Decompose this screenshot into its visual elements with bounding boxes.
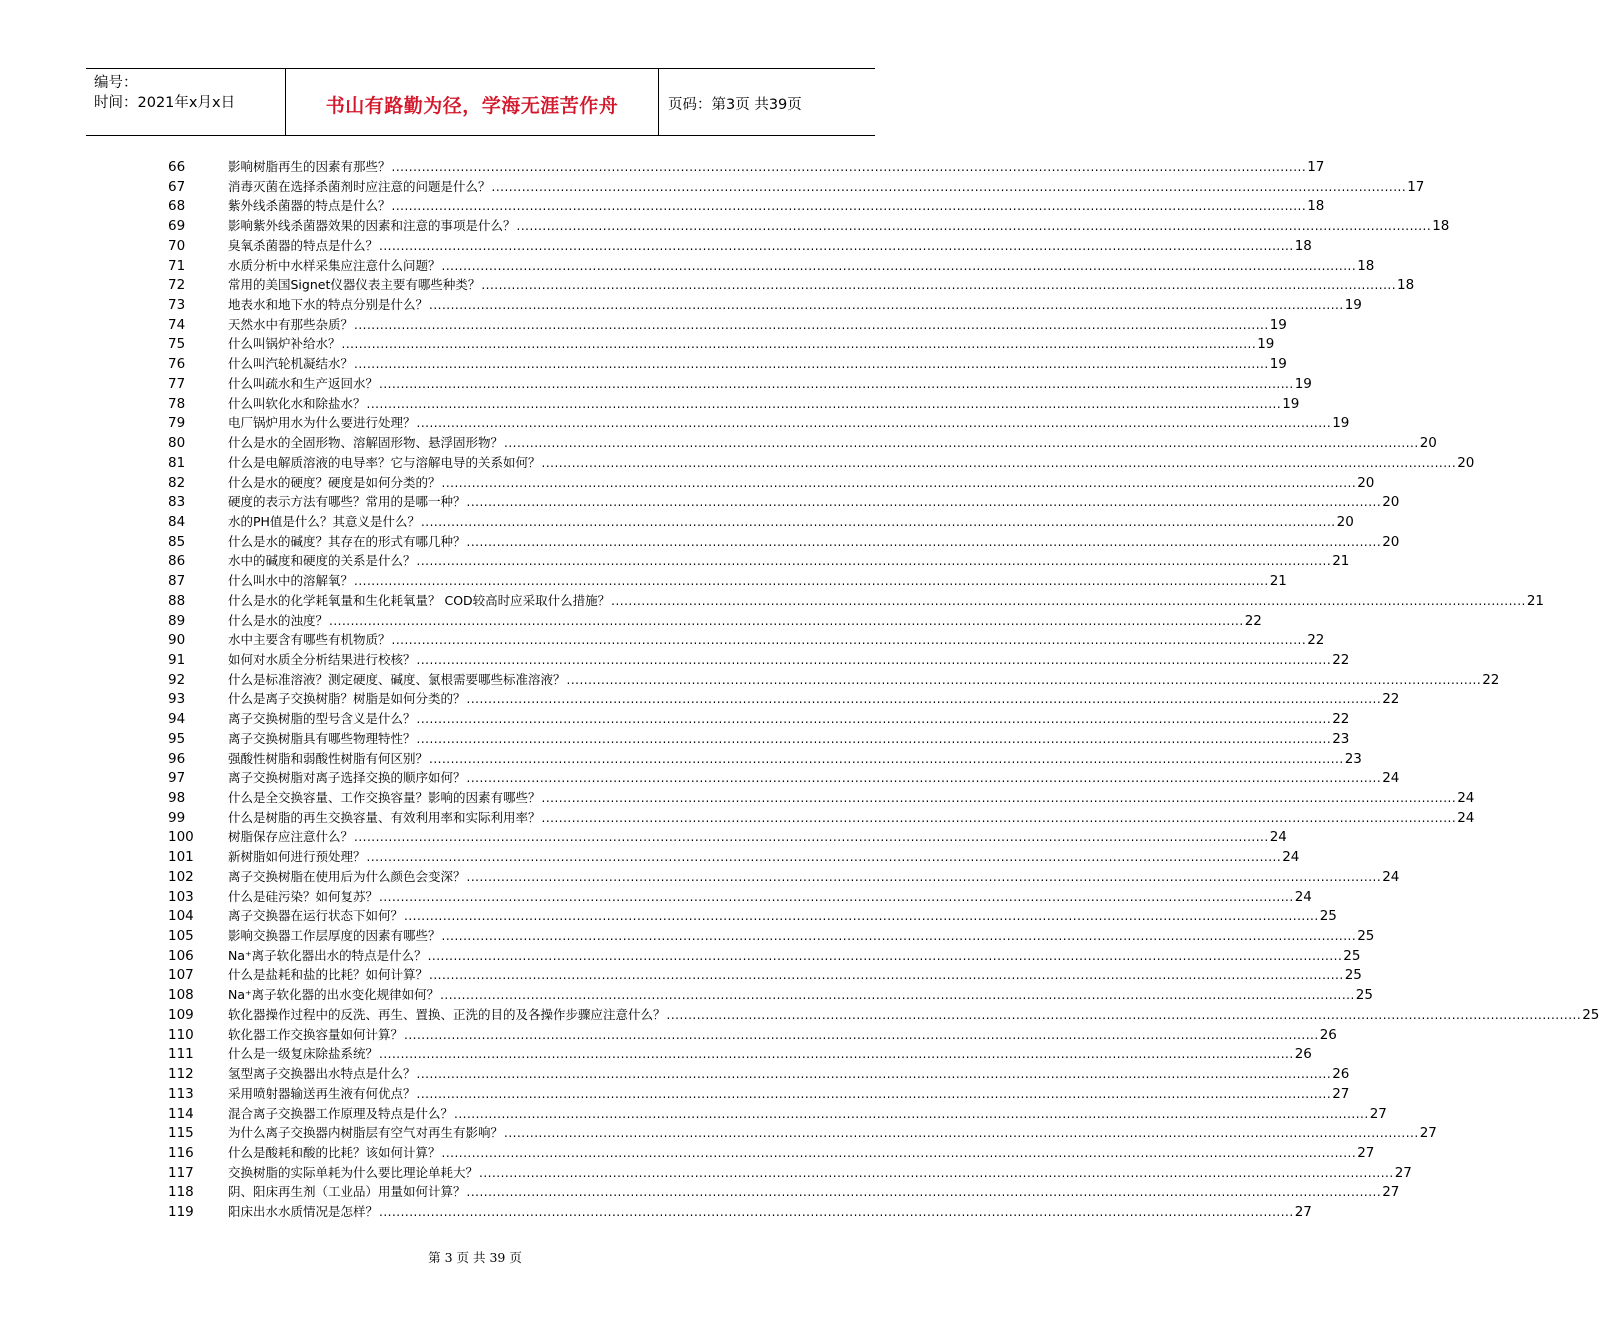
toc-entry-leader bbox=[610, 592, 1527, 612]
toc-entry-title: 什么是水的硬度？硬度是如何分类的？ bbox=[228, 474, 441, 490]
document-number-label: 编号： bbox=[94, 75, 138, 91]
toc-entry[interactable] bbox=[168, 315, 1287, 335]
toc-entry-leader bbox=[378, 1045, 1295, 1065]
toc-entry-leader bbox=[466, 533, 1383, 553]
toc-entry[interactable] bbox=[168, 177, 1425, 197]
toc-entry-title: 消毒灭菌在选择杀菌剂时应注意的问题是什么？ bbox=[228, 178, 491, 194]
toc-entry-title: 地表水和地下水的特点分别是什么？ bbox=[228, 297, 429, 313]
toc-entry[interactable] bbox=[168, 1064, 1350, 1084]
toc-entry[interactable] bbox=[168, 768, 1400, 788]
toc-entry-leader bbox=[441, 257, 1358, 277]
toc-entry-number: 89 bbox=[168, 612, 186, 629]
toc-entry-title: Na⁺离子软化器出水的特点是什么？ bbox=[228, 947, 427, 963]
toc-entry-title: 水的PH值是什么？其意义是什么？ bbox=[228, 513, 420, 529]
toc-entry-title: 什么是硅污染？如何复苏？ bbox=[228, 888, 379, 904]
toc-entry-title: 什么是全交换容量、工作交换容量？影响的因素有哪些？ bbox=[228, 790, 541, 805]
toc-entry-page: 24 bbox=[1382, 868, 1400, 885]
toc-entry[interactable] bbox=[168, 926, 1375, 946]
toc-entry-page: 19 bbox=[1282, 395, 1300, 412]
header-divider-right bbox=[658, 69, 659, 135]
header-page-info: 页码：第3页 共39页 bbox=[668, 97, 802, 113]
toc-entry-number: 104 bbox=[168, 908, 194, 925]
toc-entry[interactable] bbox=[168, 689, 1400, 709]
toc-entry[interactable] bbox=[168, 453, 1475, 473]
toc-entry-leader bbox=[378, 888, 1295, 908]
toc-entry-page: 20 bbox=[1357, 474, 1375, 491]
toc-entry-page: 19 bbox=[1344, 297, 1362, 314]
toc-entry-title: 影响交换器工作层厚度的因素有哪些？ bbox=[228, 928, 441, 944]
toc-entry-number: 108 bbox=[168, 987, 194, 1004]
toc-entry-title: 氢型离子交换器出水特点是什么？ bbox=[228, 1066, 416, 1082]
toc-entry[interactable] bbox=[168, 551, 1350, 571]
toc-entry[interactable] bbox=[168, 749, 1362, 769]
toc-entry-leader bbox=[541, 454, 1458, 474]
toc-entry-number: 91 bbox=[168, 651, 186, 668]
toc-entry-number: 113 bbox=[168, 1085, 194, 1102]
toc-entry-number: 100 bbox=[168, 829, 194, 846]
toc-entry-leader bbox=[516, 217, 1433, 237]
toc-entry-title: 什么是酸耗和酸的比耗？该如何计算？ bbox=[228, 1144, 441, 1160]
toc-entry-page: 22 bbox=[1307, 632, 1325, 649]
toc-entry[interactable] bbox=[168, 433, 1437, 453]
toc-entry-number: 111 bbox=[168, 1046, 194, 1063]
toc-entry-page: 21 bbox=[1269, 573, 1287, 590]
toc-entry-leader bbox=[441, 1144, 1358, 1164]
toc-entry[interactable] bbox=[168, 827, 1287, 847]
table-of-contents bbox=[168, 157, 1599, 1222]
toc-entry-number: 67 bbox=[168, 178, 186, 195]
toc-entry-page: 18 bbox=[1357, 257, 1375, 274]
toc-entry-page: 19 bbox=[1294, 375, 1312, 392]
toc-entry-page: 18 bbox=[1307, 198, 1325, 215]
toc-entry-page: 25 bbox=[1343, 947, 1361, 964]
toc-entry-number: 97 bbox=[168, 770, 186, 787]
toc-entry-number: 85 bbox=[168, 533, 186, 550]
toc-entry-leader bbox=[466, 769, 1383, 789]
toc-entry-number: 119 bbox=[168, 1204, 194, 1221]
toc-entry-page: 22 bbox=[1332, 711, 1350, 728]
toc-entry-leader bbox=[466, 690, 1383, 710]
toc-entry[interactable] bbox=[168, 808, 1475, 828]
toc-entry-leader bbox=[541, 789, 1458, 809]
toc-entry-leader bbox=[416, 1085, 1333, 1105]
toc-entry-title: 什么是水的碱度？其存在的形式有哪几种？ bbox=[228, 533, 466, 549]
toc-entry-page: 26 bbox=[1294, 1046, 1312, 1063]
toc-entry[interactable] bbox=[168, 1084, 1350, 1104]
toc-entry[interactable] bbox=[168, 1163, 1412, 1183]
toc-entry-page: 18 bbox=[1397, 277, 1415, 294]
toc-entry[interactable] bbox=[168, 216, 1450, 236]
toc-entry-leader bbox=[416, 414, 1333, 434]
toc-entry-number: 95 bbox=[168, 730, 186, 747]
toc-entry-title: 天然水中有那些杂质？ bbox=[228, 316, 354, 332]
toc-entry[interactable] bbox=[168, 236, 1312, 256]
toc-entry-title: 什么是水的化学耗氧量和生化耗氧量？ COD较高时应采取什么措施？ bbox=[228, 592, 611, 608]
toc-entry-title: 硬度的表示方法有哪些？常用的是哪一种？ bbox=[228, 494, 466, 510]
toc-entry-page: 20 bbox=[1382, 533, 1400, 550]
toc-entry-leader bbox=[378, 375, 1295, 395]
toc-entry-number: 92 bbox=[168, 671, 186, 688]
toc-entry[interactable] bbox=[168, 1044, 1312, 1064]
toc-entry-page: 24 bbox=[1382, 770, 1400, 787]
toc-entry-leader bbox=[503, 434, 1420, 454]
toc-entry-number: 110 bbox=[168, 1026, 194, 1043]
toc-entry-title: 新树脂如何进行预处理？ bbox=[228, 849, 366, 865]
toc-entry-number: 106 bbox=[168, 947, 194, 964]
toc-entry-leader bbox=[391, 197, 1308, 217]
toc-entry[interactable] bbox=[168, 1182, 1400, 1202]
toc-entry-page: 17 bbox=[1407, 178, 1425, 195]
toc-entry[interactable] bbox=[168, 334, 1275, 354]
toc-entry-leader bbox=[427, 947, 1344, 967]
toc-entry-number: 70 bbox=[168, 237, 186, 254]
toc-entry-page: 25 bbox=[1355, 987, 1373, 1004]
toc-entry-page: 27 bbox=[1294, 1204, 1312, 1221]
toc-entry-number: 117 bbox=[168, 1164, 194, 1181]
toc-entry-page: 27 bbox=[1357, 1144, 1375, 1161]
toc-entry-title: 水质分析中水样采集应注意什么问题？ bbox=[228, 257, 441, 273]
toc-entry-page: 18 bbox=[1432, 218, 1450, 235]
toc-entry-page: 23 bbox=[1332, 730, 1350, 747]
toc-entry-title: 交换树脂的实际单耗为什么要比理论单耗大？ bbox=[228, 1164, 479, 1180]
toc-entry-title: 树脂保存应注意什么？ bbox=[228, 829, 354, 845]
toc-entry-title: 什么叫汽轮机凝结水？ bbox=[228, 356, 354, 372]
toc-entry[interactable] bbox=[168, 1104, 1387, 1124]
toc-entry[interactable] bbox=[168, 729, 1350, 749]
toc-entry-number: 112 bbox=[168, 1066, 194, 1083]
toc-entry-number: 109 bbox=[168, 1006, 194, 1023]
toc-entry-page: 23 bbox=[1344, 750, 1362, 767]
toc-entry[interactable] bbox=[168, 591, 1545, 611]
toc-entry-title: 什么叫软化水和除盐水？ bbox=[228, 395, 366, 411]
toc-entry-number: 79 bbox=[168, 415, 186, 432]
toc-entry[interactable] bbox=[168, 571, 1287, 591]
toc-entry-leader bbox=[353, 572, 1270, 592]
toc-entry-page: 25 bbox=[1582, 1006, 1599, 1023]
toc-entry-number: 118 bbox=[168, 1184, 194, 1201]
toc-entry[interactable] bbox=[168, 354, 1287, 374]
toc-entry-title: 什么叫水中的溶解氧？ bbox=[228, 573, 354, 589]
page-footer: 第 3 页 共 39 页 bbox=[428, 1250, 522, 1265]
toc-entry-title: 什么叫疏水和生产返回水？ bbox=[228, 375, 379, 391]
toc-entry-title: 混合离子交换器工作原理及特点是什么？ bbox=[228, 1105, 454, 1121]
toc-entry-number: 68 bbox=[168, 198, 186, 215]
toc-entry[interactable] bbox=[168, 709, 1350, 729]
toc-entry-page: 20 bbox=[1336, 513, 1354, 530]
toc-entry-leader bbox=[353, 828, 1270, 848]
toc-entry-page: 18 bbox=[1294, 237, 1312, 254]
toc-entry-title: 什么是盐耗和盐的比耗？如何计算？ bbox=[228, 967, 429, 983]
toc-entry-page: 25 bbox=[1344, 967, 1362, 984]
toc-entry-leader bbox=[353, 316, 1270, 336]
toc-entry-number: 72 bbox=[168, 277, 186, 294]
toc-entry-leader bbox=[480, 276, 1397, 296]
toc-entry-leader bbox=[453, 1105, 1370, 1125]
toc-entry-leader bbox=[353, 355, 1270, 375]
toc-entry-leader bbox=[416, 651, 1333, 671]
document-date: 时间：2021年x月x日 bbox=[94, 95, 236, 111]
toc-entry-page: 24 bbox=[1457, 809, 1475, 826]
toc-entry[interactable] bbox=[168, 985, 1373, 1005]
toc-entry-title: 什么是水的浊度？ bbox=[228, 612, 329, 628]
toc-entry-title: 什么是一级复床除盐系统？ bbox=[228, 1046, 379, 1062]
toc-entry[interactable] bbox=[168, 157, 1325, 177]
toc-entry-title: 离子交换树脂对离子选择交换的顺序如何？ bbox=[228, 770, 466, 786]
toc-entry[interactable] bbox=[168, 1005, 1599, 1025]
toc-entry-title: 什么是电解质溶液的电导率？它与溶解电导的关系如何？ bbox=[228, 454, 541, 470]
toc-entry[interactable] bbox=[168, 1123, 1437, 1143]
toc-entry-number: 80 bbox=[168, 435, 186, 452]
toc-entry-leader bbox=[441, 927, 1358, 947]
toc-entry[interactable] bbox=[168, 256, 1375, 276]
toc-entry-page: 20 bbox=[1419, 435, 1437, 452]
toc-entry[interactable] bbox=[168, 295, 1362, 315]
toc-entry-number: 87 bbox=[168, 573, 186, 590]
toc-entry-number: 115 bbox=[168, 1125, 194, 1142]
toc-entry-number: 75 bbox=[168, 336, 186, 353]
toc-entry-leader bbox=[541, 809, 1458, 829]
toc-entry-title: 阳床出水水质情况是怎样？ bbox=[228, 1204, 379, 1220]
toc-entry[interactable] bbox=[168, 906, 1337, 926]
toc-entry-leader bbox=[666, 1006, 1583, 1026]
toc-entry-page: 20 bbox=[1382, 494, 1400, 511]
toc-entry-page: 22 bbox=[1332, 651, 1350, 668]
toc-entry-number: 116 bbox=[168, 1144, 194, 1161]
toc-entry[interactable] bbox=[168, 965, 1362, 985]
toc-entry[interactable] bbox=[168, 413, 1350, 433]
toc-entry-page: 19 bbox=[1332, 415, 1350, 432]
toc-entry-number: 105 bbox=[168, 928, 194, 945]
toc-entry-number: 81 bbox=[168, 454, 186, 471]
toc-entry-page: 26 bbox=[1332, 1066, 1350, 1083]
toc-entry-number: 71 bbox=[168, 257, 186, 274]
toc-entry-title: 离子交换树脂在使用后为什么颜色会变深？ bbox=[228, 868, 466, 884]
toc-entry-leader bbox=[466, 1183, 1383, 1203]
toc-entry-title: 电厂锅炉用水为什么要进行处理？ bbox=[228, 415, 416, 431]
toc-entry-number: 83 bbox=[168, 494, 186, 511]
toc-entry-page: 27 bbox=[1332, 1085, 1350, 1102]
toc-entry-number: 69 bbox=[168, 218, 186, 235]
toc-entry-title: 离子交换树脂具有哪些物理特性？ bbox=[228, 730, 416, 746]
toc-entry-title: 什么是标准溶液？测定硬度、碱度、氯根需要哪些标准溶液？ bbox=[228, 671, 566, 687]
toc-entry-title: 紫外线杀菌器的特点是什么？ bbox=[228, 198, 391, 214]
toc-entry-page: 19 bbox=[1269, 356, 1287, 373]
toc-entry-page: 19 bbox=[1257, 336, 1275, 353]
toc-entry-title: 软化器工作交换容量如何计算？ bbox=[228, 1026, 404, 1042]
toc-entry-number: 73 bbox=[168, 297, 186, 314]
toc-entry-leader bbox=[391, 631, 1308, 651]
toc-entry-page: 19 bbox=[1269, 316, 1287, 333]
toc-entry-title: 阴、阳床再生剂（工业品）用量如何计算？ bbox=[228, 1184, 466, 1200]
toc-entry-leader bbox=[391, 158, 1308, 178]
toc-entry-leader bbox=[403, 1026, 1320, 1046]
toc-entry-leader bbox=[403, 907, 1320, 927]
toc-entry-leader bbox=[428, 296, 1345, 316]
toc-entry-title: 影响紫外线杀菌器效果的因素和注意的事项是什么？ bbox=[228, 218, 516, 234]
toc-entry-page: 27 bbox=[1382, 1184, 1400, 1201]
toc-entry-title: 什么叫锅炉补给水？ bbox=[228, 336, 341, 352]
toc-entry-title: 什么是水的全固形物、溶解固形物、悬浮固形物？ bbox=[228, 435, 504, 451]
toc-entry[interactable] bbox=[168, 867, 1400, 887]
toc-entry[interactable] bbox=[168, 1025, 1337, 1045]
toc-entry-leader bbox=[378, 237, 1295, 257]
toc-entry[interactable] bbox=[168, 473, 1375, 493]
toc-entry-page: 21 bbox=[1526, 592, 1545, 609]
toc-entry-page: 24 bbox=[1269, 829, 1287, 846]
toc-entry-page: 24 bbox=[1282, 849, 1300, 866]
toc-entry-page: 27 bbox=[1394, 1164, 1412, 1181]
toc-entry-title: 采用喷射器输送再生液有何优点？ bbox=[228, 1085, 416, 1101]
toc-entry-title: 离子交换树脂的型号含义是什么？ bbox=[228, 711, 416, 727]
toc-entry-leader bbox=[366, 848, 1283, 868]
toc-entry-page: 22 bbox=[1244, 612, 1262, 629]
toc-entry-page: 20 bbox=[1457, 454, 1475, 471]
toc-entry-leader bbox=[441, 474, 1358, 494]
toc-entry-leader bbox=[466, 868, 1383, 888]
toc-entry-title: 什么是树脂的再生交换容量、有效利用率和实际利用率？ bbox=[228, 809, 541, 825]
toc-entry-page: 26 bbox=[1319, 1026, 1337, 1043]
toc-entry-number: 98 bbox=[168, 790, 186, 806]
toc-entry-number: 66 bbox=[168, 159, 186, 175]
toc-entry-leader bbox=[378, 1203, 1295, 1223]
toc-entry[interactable] bbox=[168, 196, 1325, 216]
toc-entry-number: 114 bbox=[168, 1105, 194, 1122]
header-motto: 书山有路勤为径，学海无涯苦作舟 bbox=[325, 95, 619, 117]
toc-entry-leader bbox=[428, 966, 1345, 986]
toc-entry-title: 强酸性树脂和弱酸性树脂有何区别？ bbox=[228, 750, 429, 766]
toc-entry-title: 影响树脂再生的因素有那些？ bbox=[228, 159, 391, 174]
toc-entry[interactable] bbox=[168, 1143, 1375, 1163]
toc-entry[interactable] bbox=[168, 946, 1361, 966]
toc-entry-number: 74 bbox=[168, 316, 186, 333]
toc-entry[interactable] bbox=[168, 630, 1325, 650]
toc-entry[interactable] bbox=[168, 650, 1350, 670]
toc-entry-leader bbox=[503, 1124, 1420, 1144]
toc-entry-number: 99 bbox=[168, 809, 186, 826]
toc-entry-leader bbox=[416, 730, 1333, 750]
toc-entry-title: Na⁺离子软化器的出水变化规律如何？ bbox=[228, 987, 440, 1003]
toc-entry[interactable] bbox=[168, 1202, 1312, 1222]
toc-entry[interactable] bbox=[168, 611, 1262, 631]
toc-entry-page: 25 bbox=[1357, 928, 1375, 945]
toc-entry-page: 27 bbox=[1419, 1125, 1437, 1142]
toc-entry[interactable] bbox=[168, 532, 1400, 552]
toc-entry-title: 为什么离子交换器内树脂层有空气对再生有影响？ bbox=[228, 1125, 504, 1141]
toc-entry-number: 88 bbox=[168, 592, 186, 609]
toc-entry-number: 90 bbox=[168, 632, 186, 649]
toc-entry-number: 94 bbox=[168, 711, 186, 728]
toc-entry-number: 96 bbox=[168, 750, 186, 767]
toc-entry[interactable] bbox=[168, 788, 1475, 808]
header-meta bbox=[94, 73, 235, 113]
toc-entry-number: 84 bbox=[168, 513, 186, 530]
toc-entry-leader bbox=[478, 1164, 1395, 1184]
toc-entry[interactable] bbox=[168, 374, 1312, 394]
toc-entry-title: 如何对水质全分析结果进行校核？ bbox=[228, 651, 416, 667]
toc-entry-page: 22 bbox=[1382, 691, 1400, 708]
page-header bbox=[86, 68, 875, 136]
toc-entry[interactable] bbox=[168, 275, 1415, 295]
toc-entry-title: 水中主要含有哪些有机物质？ bbox=[228, 632, 391, 648]
toc-entry[interactable] bbox=[168, 847, 1300, 867]
toc-entry-title: 离子交换器在运行状态下如何？ bbox=[228, 908, 404, 924]
toc-entry[interactable] bbox=[168, 512, 1354, 532]
toc-entry-leader bbox=[416, 1065, 1333, 1085]
toc-entry-leader bbox=[366, 395, 1283, 415]
toc-entry-number: 77 bbox=[168, 375, 186, 392]
toc-entry-leader bbox=[420, 513, 1337, 533]
toc-entry-page: 27 bbox=[1369, 1105, 1387, 1122]
toc-entry-page: 22 bbox=[1482, 671, 1500, 688]
toc-entry-number: 107 bbox=[168, 967, 194, 984]
toc-entry-number: 78 bbox=[168, 395, 186, 412]
toc-entry[interactable] bbox=[168, 887, 1312, 907]
toc-entry-leader bbox=[566, 671, 1483, 691]
toc-entry-title: 什么是离子交换树脂？树脂是如何分类的？ bbox=[228, 691, 466, 707]
toc-entry-page: 24 bbox=[1457, 790, 1475, 806]
toc-entry-leader bbox=[328, 612, 1245, 632]
toc-entry-leader bbox=[416, 552, 1333, 572]
toc-entry-number: 86 bbox=[168, 553, 186, 570]
toc-entry[interactable] bbox=[168, 670, 1500, 690]
toc-entry-number: 76 bbox=[168, 356, 186, 373]
toc-entry-number: 82 bbox=[168, 474, 186, 491]
toc-entry-page: 24 bbox=[1294, 888, 1312, 905]
toc-entry[interactable] bbox=[168, 394, 1300, 414]
toc-entry-leader bbox=[341, 335, 1258, 355]
toc-entry-leader bbox=[491, 178, 1408, 198]
toc-entry-number: 101 bbox=[168, 849, 194, 866]
toc-entry-leader bbox=[416, 710, 1333, 730]
toc-entry-leader bbox=[428, 750, 1345, 770]
toc-entry[interactable] bbox=[168, 492, 1400, 512]
toc-entry-number: 103 bbox=[168, 888, 194, 905]
toc-entry-title: 水中的碱度和硬度的关系是什么？ bbox=[228, 553, 416, 569]
toc-entry-leader bbox=[466, 493, 1383, 513]
toc-entry-title: 软化器操作过程中的反洗、再生、置换、正洗的目的及各操作步骤应注意什么？ bbox=[228, 1006, 666, 1022]
toc-entry-leader bbox=[439, 986, 1356, 1006]
toc-entry-title: 臭氧杀菌器的特点是什么？ bbox=[228, 237, 379, 253]
toc-entry-title: 常用的美国Signet仪器仪表主要有哪些种类？ bbox=[228, 277, 481, 293]
toc-entry-page: 17 bbox=[1307, 159, 1325, 175]
toc-entry-page: 21 bbox=[1332, 553, 1350, 570]
toc-entry-number: 93 bbox=[168, 691, 186, 708]
toc-entry-page: 25 bbox=[1319, 908, 1337, 925]
toc-entry-number: 102 bbox=[168, 868, 194, 885]
